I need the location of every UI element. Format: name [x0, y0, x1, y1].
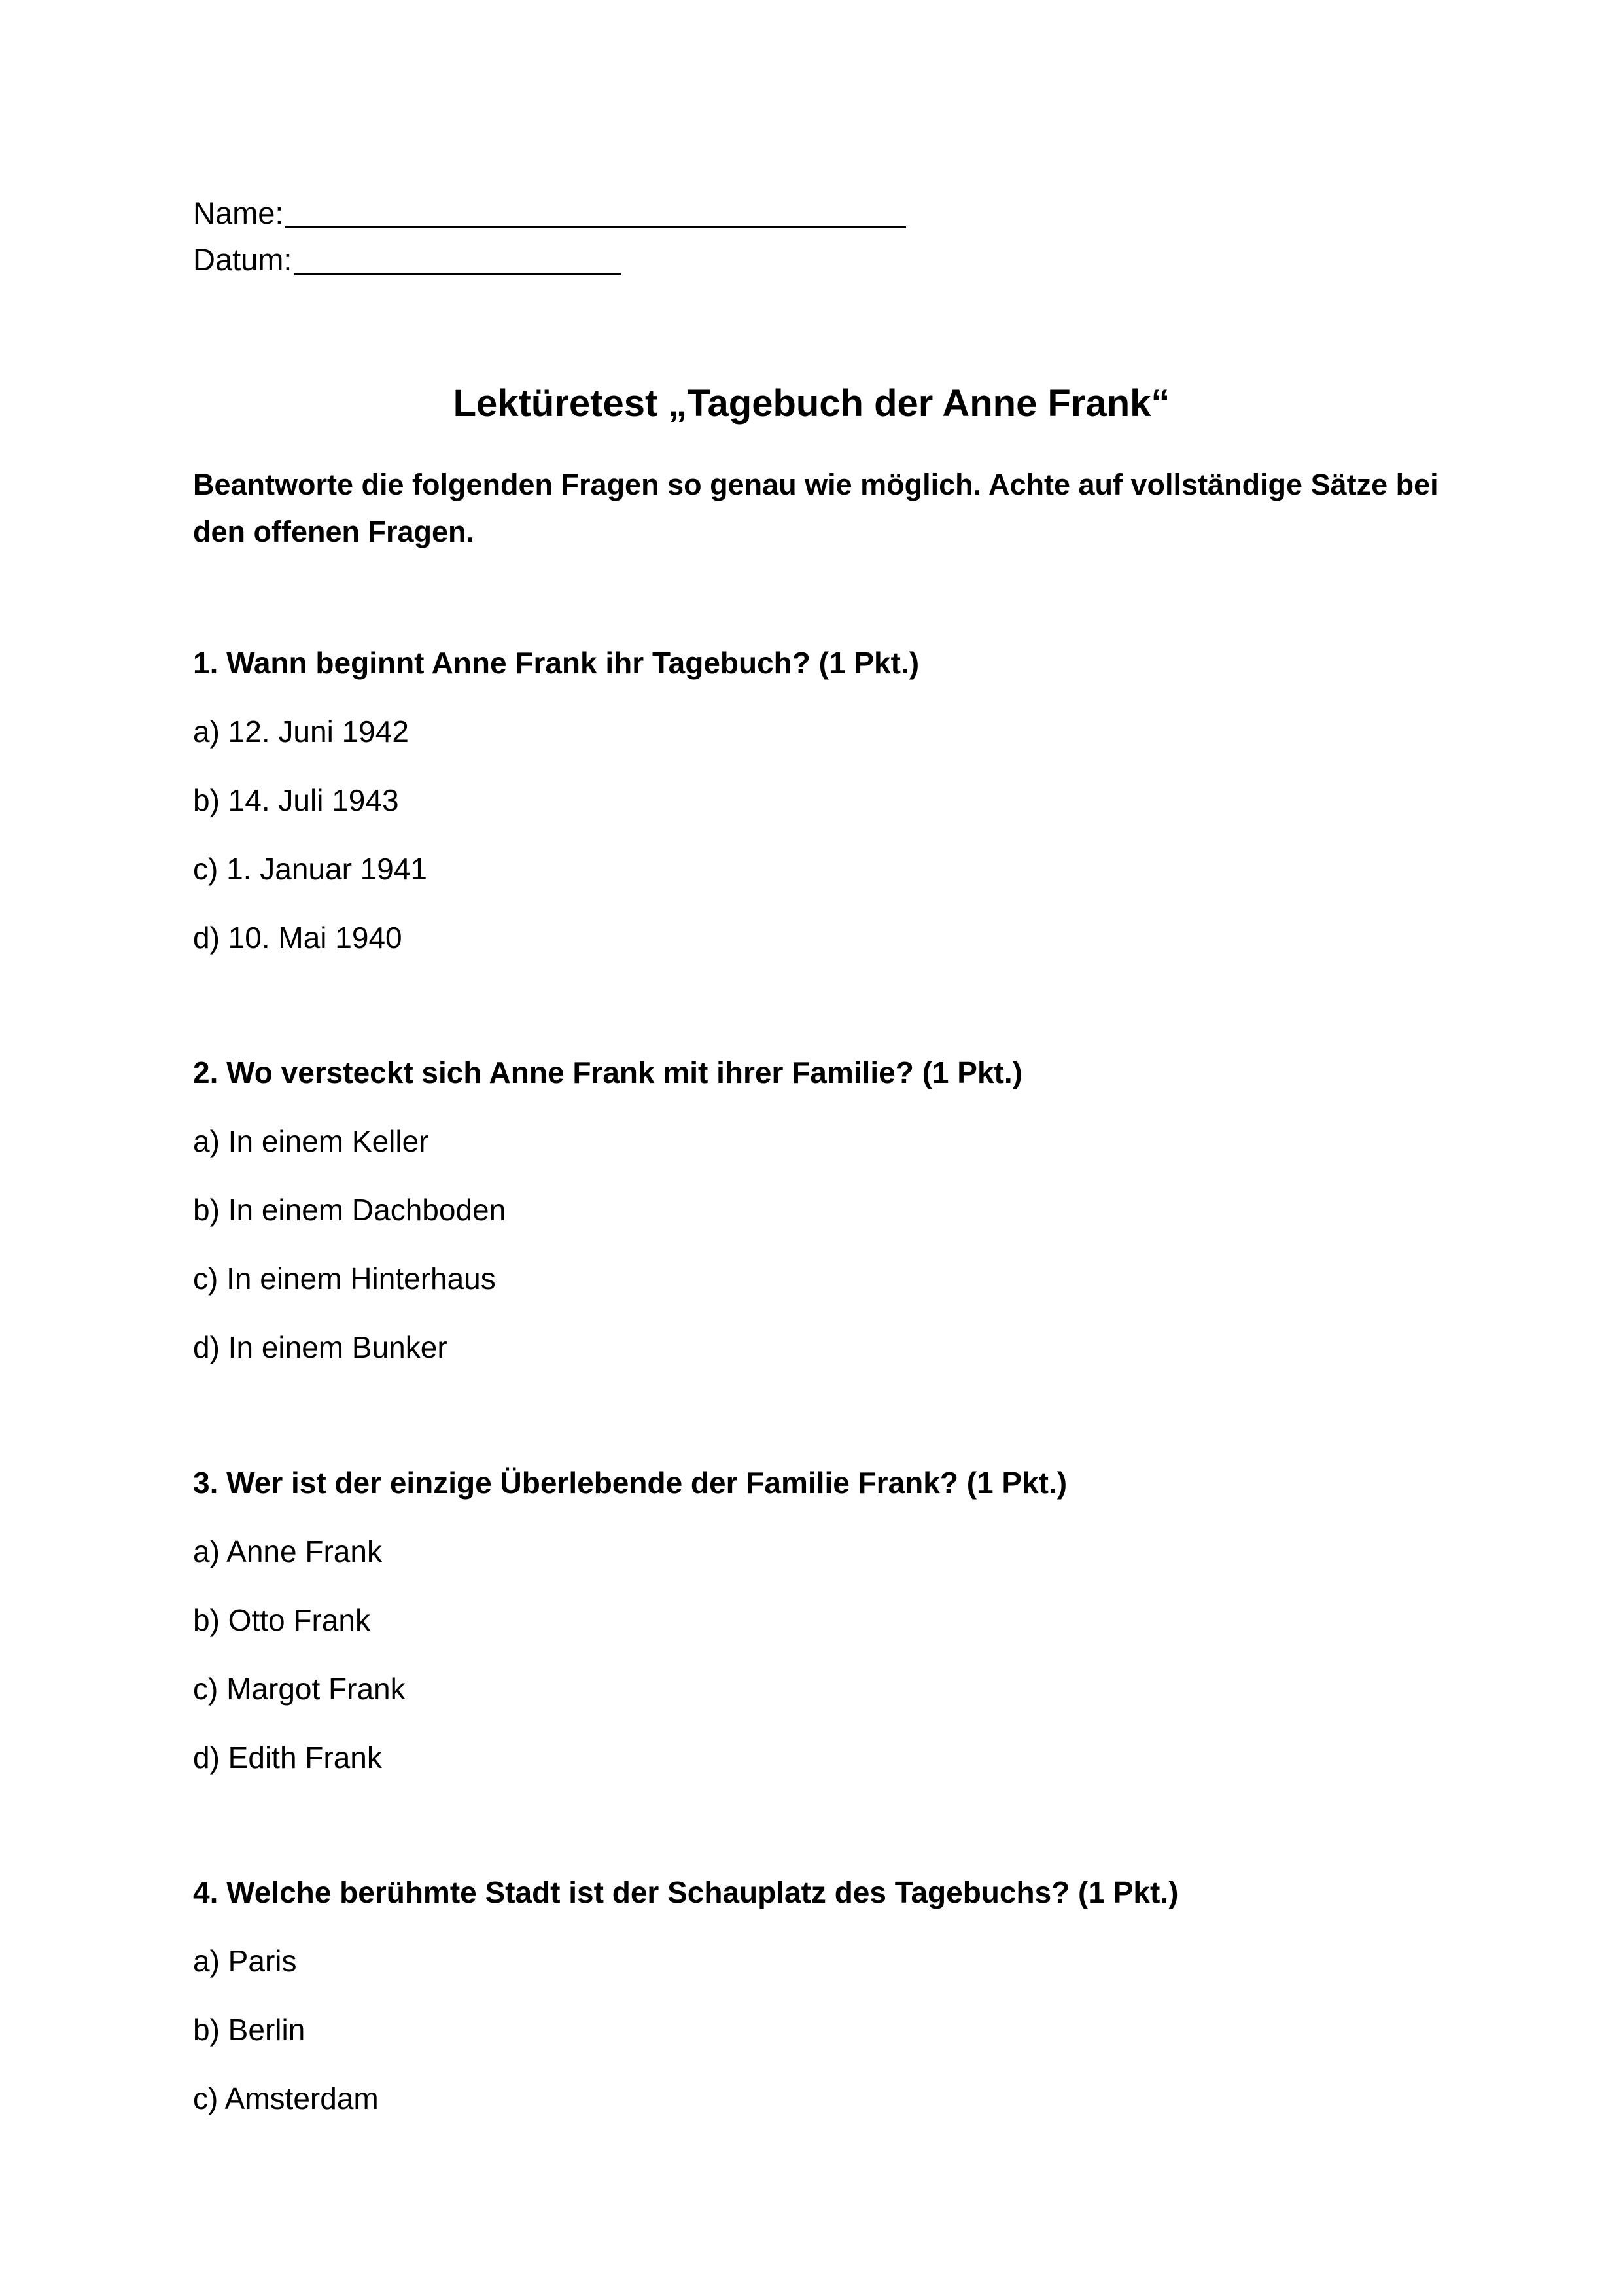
name-label: Name: — [193, 196, 284, 230]
date-label: Datum: — [193, 242, 292, 277]
date-blank-line[interactable] — [294, 248, 621, 275]
date-field-row — [193, 244, 621, 275]
question-4: 4. Welche berühmte Stadt ist der Schauplatz des Tagebuchs? (1 Pkt.) — [193, 1875, 1179, 1909]
worksheet-title: Lektüretest „Tagebuch der Anne Frank“ — [453, 382, 1170, 425]
question-4-option-c: c) Amsterdam — [193, 2081, 379, 2115]
question-3-option-c: c) Margot Frank — [193, 1672, 406, 1706]
question-3-option-a: a) Anne Frank — [193, 1534, 382, 1568]
question-3: 3. Wer ist der einzige Überlebende der Familie Frank? (1 Pkt.) — [193, 1466, 1068, 1500]
question-3-option-b: b) Otto Frank — [193, 1603, 370, 1637]
question-1-option-c: c) 1. Januar 1941 — [193, 852, 428, 886]
question-2-option-d: d) In einem Bunker — [193, 1330, 447, 1364]
question-2: 2. Wo versteckt sich Anne Frank mit ihrer Familie? (1 Pkt.) — [193, 1055, 1022, 1089]
question-1-option-a: a) 12. Juni 1942 — [193, 715, 409, 749]
question-2-option-c: c) In einem Hinterhaus — [193, 1262, 496, 1296]
question-4-option-a: a) Paris — [193, 1944, 297, 1978]
question-2-option-a: a) In einem Keller — [193, 1124, 429, 1158]
question-4-option-b: b) Berlin — [193, 2013, 305, 2047]
question-2-option-b: b) In einem Dachboden — [193, 1193, 506, 1227]
name-field-row — [193, 198, 906, 228]
question-1-option-b: b) 14. Juli 1943 — [193, 783, 399, 817]
question-1: 1. Wann beginnt Anne Frank ihr Tagebuch? (1 Pkt.) — [193, 646, 920, 680]
question-1-option-d: d) 10. Mai 1940 — [193, 921, 402, 955]
name-blank-line[interactable] — [285, 202, 906, 228]
instructions-text: Beantworte die folgenden Fragen so genau wie möglich. Achte auf vollständige Sätze bei den offenen Fragen. — [193, 468, 1439, 548]
question-3-option-d: d) Edith Frank — [193, 1740, 382, 1775]
